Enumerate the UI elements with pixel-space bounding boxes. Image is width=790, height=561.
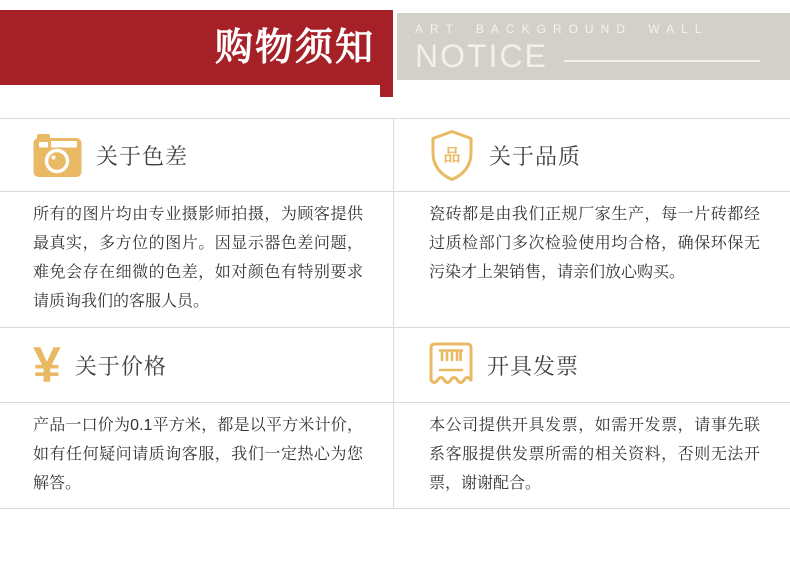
section-price [0, 328, 393, 508]
banner-notice-row [415, 40, 790, 72]
banner-notice-rule [564, 60, 760, 62]
section-invoice-body: 本公司提供开具发票，如需开发票，请事先联系客服提供发票所需的相关资料，否则无法开票，谢谢配合。 [429, 417, 760, 492]
shield-badge-char: 品 [443, 145, 461, 165]
section-price-body: 产品一口价为0.1平方米，都是以平方米计价，如有任何疑问请质询客服，我们一定热心为您解答。 [33, 417, 363, 492]
banner-notice-text: NOTICE [415, 38, 548, 74]
section-color-difference-header [0, 119, 393, 192]
section-color-difference-body: 所有的图片均由专业摄影师拍摄，为顾客提供最真实，多方位的图片。因显示器色差问题，难免会存在细微的色差，如对颜色有特别要求请质询我们的客服人员。 [33, 206, 363, 310]
banner-red-ribbon-tab [380, 85, 393, 97]
section-quality-header [394, 119, 790, 192]
section-invoice-header [394, 328, 790, 403]
section-title: 开具发票 [487, 353, 580, 379]
invoice-receipt-icon [429, 342, 473, 389]
header-banner [0, 10, 790, 98]
shield-icon [429, 129, 475, 182]
notice-grid [0, 118, 790, 509]
yuan-icon: ¥ [33, 337, 61, 393]
section-price-header [0, 328, 393, 403]
banner-gray-block [397, 13, 790, 80]
section-quality [393, 119, 790, 328]
camera-icon [33, 133, 82, 178]
banner-tagline: ART BACKGROUND WALL [415, 22, 709, 36]
page-title: 购物须知 [214, 26, 375, 69]
section-invoice [393, 328, 790, 508]
banner-red-block [0, 10, 393, 85]
section-quality-body: 瓷砖都是由我们正规厂家生产，每一片砖都经过质检部门多次检验使用均合格，确保环保无污染才上架销售，请亲们放心购买。 [429, 206, 760, 281]
section-title: 关于价格 [74, 353, 167, 379]
section-title: 关于品质 [489, 143, 582, 169]
section-title: 关于色差 [96, 143, 189, 169]
section-color-difference [0, 119, 393, 328]
